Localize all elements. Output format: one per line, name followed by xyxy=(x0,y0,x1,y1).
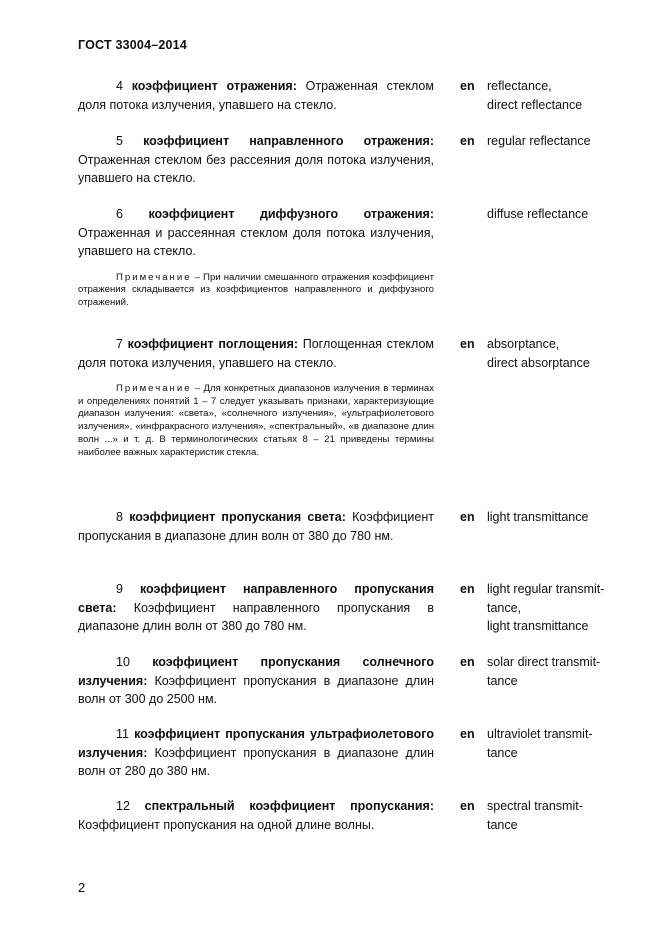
english-equivalent: regular reflectance xyxy=(487,134,591,148)
term-entry-7 xyxy=(78,335,434,459)
definition-text: Коэффициент пропускания в диапазоне длин волн от 280 до 380 нм. xyxy=(78,745,434,778)
term-entry-11 xyxy=(78,725,434,781)
term-entry-5 xyxy=(78,132,434,188)
term-name: коэффициент поглощения: xyxy=(127,337,299,351)
term-entry-8 xyxy=(78,508,434,545)
language-code: en xyxy=(460,134,475,148)
term-entry-10 xyxy=(78,653,434,709)
page-number: 2 xyxy=(78,880,86,895)
term-name: коэффициент направленного отражения: xyxy=(143,134,434,148)
term-name: коэффициент пропускания света: xyxy=(129,510,346,524)
language-code: en xyxy=(460,727,475,741)
term-name: коэффициент пропускания солнечного излучения: xyxy=(78,655,434,688)
term-definition: 9 коэффициент направленного пропускания света: Коэффициент направленного пропускания в диапазоне длин волн от 380 до 780 нм. xyxy=(78,582,435,633)
language-code: en xyxy=(460,799,475,813)
term-definition: 6 коэффициент диффузного отражения: Отраженная и рассеянная стеклом доля потока излучения, упавшего на стекло. xyxy=(78,207,434,258)
language-code: en xyxy=(460,655,475,669)
term-note: Примечание – Для конкретных диапазонов излучения в терминах и определениях понятий 1 – 7 следует указывать признаки, характеризующие диапазон излучения: «света», «солнечного излучения», «ультрафиолетового излучения», «инфракрасного излучения», «спектральный», «в диапазоне длин волн ...» и т. д. В терминологических статьях 8 – 21 приведены термины наиболее важных характеристик стекла. xyxy=(78,383,435,458)
term-entry-12 xyxy=(78,797,434,834)
term-entry-9 xyxy=(78,580,434,636)
english-equivalent: ultraviolet transmit- tance xyxy=(487,727,593,760)
term-name: коэффициент отражения: xyxy=(131,79,297,93)
term-definition: 4 коэффициент отражения: Отраженная стеклом доля потока излучения, упавшего на стекло. xyxy=(78,79,434,112)
term-name: спектральный коэффициент пропускания: xyxy=(144,799,434,813)
english-equivalent: light regular transmit- tance, light transmittance xyxy=(487,582,605,633)
english-equivalent: diffuse reflectance xyxy=(487,207,589,221)
definition-text: Отраженная стеклом доля потока излучения, упавшего на стекло. xyxy=(78,79,434,112)
english-equivalent: light transmittance xyxy=(487,510,589,524)
term-note: Примечание – При наличии смешанного отражения коэффициент отражения складывается из коэффициентов направленного и диффузного отражений. xyxy=(78,271,434,308)
language-code: en xyxy=(460,337,475,351)
term-definition: 8 коэффициент пропускания света: Коэффициент пропускания в диапазоне длин волн от 380 до 780 нм. xyxy=(78,510,434,543)
term-name: коэффициент диффузного отражения: xyxy=(148,207,434,221)
language-code: en xyxy=(460,582,475,596)
definition-text: Коэффициент пропускания в диапазоне длин волн от 380 до 780 нм. xyxy=(78,510,434,543)
definition-text: Коэффициент пропускания в диапазоне длин волн от 300 до 2500 нм. xyxy=(78,673,434,706)
term-definition: 11 коэффициент пропускания ультрафиолетового излучения: Коэффициент пропускания в диапазоне длин волн от 280 до 380 нм. xyxy=(78,727,434,778)
english-equivalent: spectral transmit- tance xyxy=(487,799,583,832)
term-definition: 5 коэффициент направленного отражения: Отраженная стеклом без рассеяния доля потока излучения, упавшего на стекло. xyxy=(78,134,434,185)
term-entry-4 xyxy=(78,77,434,114)
term-definition: 12 спектральный коэффициент пропускания: Коэффициент пропускания на одной длине волны. xyxy=(78,799,434,832)
definition-text: Отраженная и рассеянная стеклом доля потока излучения, упавшего на стекло. xyxy=(78,225,434,258)
term-entry-6 xyxy=(78,205,434,310)
definition-text: Коэффициент направленного пропускания в диапазоне длин волн от 380 до 780 нм. xyxy=(78,600,435,633)
english-equivalent: absorptance, direct absorptance xyxy=(487,337,590,370)
term-definition: 7 коэффициент поглощения: Поглощенная стеклом доля потока излучения, упавшего на стекло. xyxy=(78,337,435,370)
definition-text: Коэффициент пропускания на одной длине волны. xyxy=(78,817,375,832)
language-code: en xyxy=(460,510,475,524)
term-name: коэффициент направленного пропускания света: xyxy=(78,582,434,615)
definition-text: Поглощенная стеклом доля потока излучения, упавшего на стекло. xyxy=(78,337,435,370)
term-name: коэффициент пропускания ультрафиолетового излучения: xyxy=(78,727,434,760)
page-header: ГОСТ 33004–2014 xyxy=(78,38,187,52)
term-definition: 10 коэффициент пропускания солнечного излучения: Коэффициент пропускания в диапазоне длин волн от 300 до 2500 нм. xyxy=(78,655,434,706)
english-equivalent: reflectance, direct reflectance xyxy=(487,79,583,112)
language-code: en xyxy=(460,79,475,93)
definition-text: Отраженная стеклом без рассеяния доля потока излучения, упавшего на стекло. xyxy=(78,152,434,185)
english-equivalent: solar direct transmit- tance xyxy=(487,655,601,688)
